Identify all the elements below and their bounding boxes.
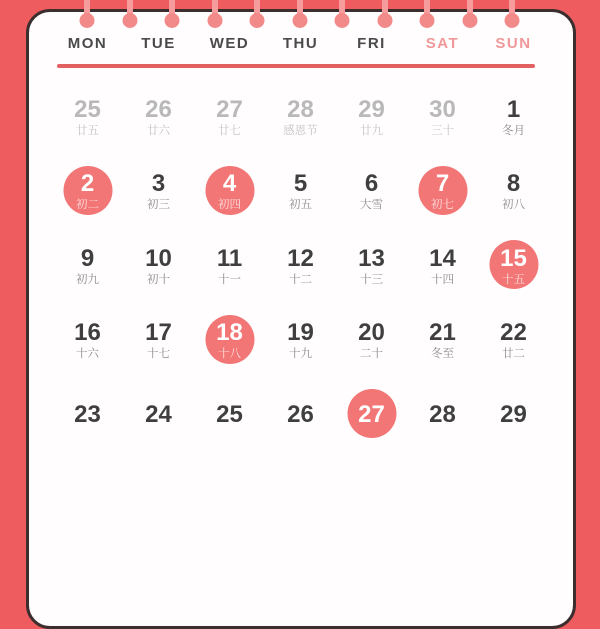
day-cell[interactable]	[123, 80, 194, 155]
day-number: 25	[216, 400, 243, 428]
day-number: 30	[429, 95, 456, 123]
day-number: 10	[145, 244, 172, 272]
day-number: 3	[151, 170, 166, 198]
pin-dot-icon	[250, 13, 265, 28]
day-cell[interactable]	[265, 229, 336, 304]
pin-dot-icon	[377, 13, 392, 28]
day-number: 14	[429, 244, 456, 272]
lunar-label: 十八	[218, 348, 241, 361]
day-cell[interactable]	[123, 378, 194, 453]
day-cell[interactable]	[478, 229, 549, 304]
pin-dot-icon	[420, 13, 435, 28]
pin-dot-icon	[505, 13, 520, 28]
lunar-label: 十一	[218, 273, 241, 286]
lunar-label: 初二	[76, 199, 99, 212]
weekday-label-tue: TUE	[141, 35, 176, 52]
day-cell[interactable]	[194, 304, 265, 379]
day-cell[interactable]	[336, 304, 407, 379]
day-cell[interactable]	[194, 80, 265, 155]
day-cell[interactable]	[336, 378, 407, 453]
day-number: 13	[358, 244, 385, 272]
day-number: 27	[216, 95, 243, 123]
pin-dot-icon	[165, 13, 180, 28]
day-number: 7	[435, 170, 450, 198]
day-cell[interactable]	[123, 155, 194, 230]
day-cell[interactable]	[265, 155, 336, 230]
day-cell[interactable]	[478, 378, 549, 453]
lunar-label: 十七	[147, 348, 170, 361]
weekday-label-fri: FRI	[357, 35, 386, 52]
day-number: 19	[287, 319, 314, 347]
weekday-label-sun: SUN	[495, 35, 532, 52]
lunar-label: 初五	[289, 199, 312, 212]
lunar-label: 十二	[289, 273, 312, 286]
lunar-label: 十三	[360, 273, 383, 286]
day-number: 18	[216, 319, 243, 347]
lunar-label: 冬至	[431, 348, 454, 361]
day-cell[interactable]	[123, 229, 194, 304]
day-cell[interactable]	[336, 155, 407, 230]
day-number: 4	[222, 170, 237, 198]
day-number: 28	[287, 95, 314, 123]
day-cell[interactable]	[407, 229, 478, 304]
lunar-label: 十六	[76, 348, 99, 361]
day-number: 12	[287, 244, 314, 272]
day-cell[interactable]	[265, 304, 336, 379]
day-number: 29	[500, 400, 527, 428]
day-number: 15	[500, 244, 527, 272]
lunar-label: 初八	[502, 199, 525, 212]
day-cell[interactable]	[52, 155, 123, 230]
lunar-label: 廿二	[502, 348, 525, 361]
lunar-label: 廿九	[360, 124, 383, 137]
lunar-label: 冬月	[502, 124, 525, 137]
pin-dot-icon	[292, 13, 307, 28]
day-number: 26	[145, 95, 172, 123]
day-cell[interactable]	[478, 304, 549, 379]
day-number: 26	[287, 400, 314, 428]
lunar-label: 初十	[147, 273, 170, 286]
day-cell[interactable]	[194, 229, 265, 304]
pin-dot-icon	[80, 13, 95, 28]
day-cell[interactable]	[407, 155, 478, 230]
day-number: 9	[80, 244, 95, 272]
day-number: 8	[506, 170, 521, 198]
day-number: 29	[358, 95, 385, 123]
lunar-label: 廿五	[76, 124, 99, 137]
day-cell[interactable]	[52, 378, 123, 453]
lunar-label: 初三	[147, 199, 170, 212]
lunar-label: 十九	[289, 348, 312, 361]
day-cell[interactable]	[265, 378, 336, 453]
day-cell[interactable]	[478, 155, 549, 230]
lunar-label: 十四	[431, 273, 454, 286]
day-cell[interactable]	[407, 378, 478, 453]
calendar-grid	[52, 80, 549, 453]
lunar-label: 十五	[502, 273, 525, 286]
weekday-header-row	[52, 33, 549, 55]
day-cell[interactable]	[265, 80, 336, 155]
lunar-label: 三十	[431, 124, 454, 137]
weekday-label-sat: SAT	[425, 35, 460, 52]
lunar-label: 初九	[76, 273, 99, 286]
lunar-label: 初七	[431, 199, 454, 212]
day-cell[interactable]	[52, 304, 123, 379]
day-cell[interactable]	[336, 229, 407, 304]
day-number: 22	[500, 319, 527, 347]
pin-dot-icon	[122, 13, 137, 28]
weekday-label-wed: WED	[209, 35, 250, 52]
day-number: 11	[216, 244, 243, 272]
day-number: 2	[80, 170, 95, 198]
day-cell[interactable]	[194, 155, 265, 230]
binder-pins	[0, 0, 600, 30]
day-cell[interactable]	[123, 304, 194, 379]
lunar-label: 感恩节	[283, 124, 318, 137]
header-divider-line	[57, 64, 535, 68]
day-cell[interactable]	[194, 378, 265, 453]
day-cell[interactable]	[478, 80, 549, 155]
day-number: 6	[364, 170, 379, 198]
day-number: 1	[506, 95, 521, 123]
lunar-label: 廿六	[147, 124, 170, 137]
day-number: 16	[74, 319, 101, 347]
day-cell[interactable]	[407, 80, 478, 155]
lunar-label: 初四	[218, 199, 241, 212]
day-cell[interactable]	[52, 80, 123, 155]
lunar-label: 廿七	[218, 124, 241, 137]
lunar-label: 大雪	[360, 199, 383, 212]
day-cell[interactable]	[336, 80, 407, 155]
day-number: 21	[429, 319, 456, 347]
weekday-label-mon: MON	[67, 35, 108, 52]
day-number: 20	[358, 319, 385, 347]
day-number: 17	[145, 319, 172, 347]
day-number: 23	[74, 400, 101, 428]
day-number: 28	[429, 400, 456, 428]
weekday-label-thu: THU	[282, 35, 319, 52]
pin-dot-icon	[462, 13, 477, 28]
day-cell[interactable]	[407, 304, 478, 379]
day-cell[interactable]	[52, 229, 123, 304]
pin-dot-icon	[335, 13, 350, 28]
day-number: 5	[293, 170, 308, 198]
day-number: 25	[74, 95, 101, 123]
pin-dot-icon	[207, 13, 222, 28]
day-number: 24	[145, 400, 172, 428]
lunar-label: 二十	[360, 348, 383, 361]
day-number: 27	[358, 400, 385, 428]
